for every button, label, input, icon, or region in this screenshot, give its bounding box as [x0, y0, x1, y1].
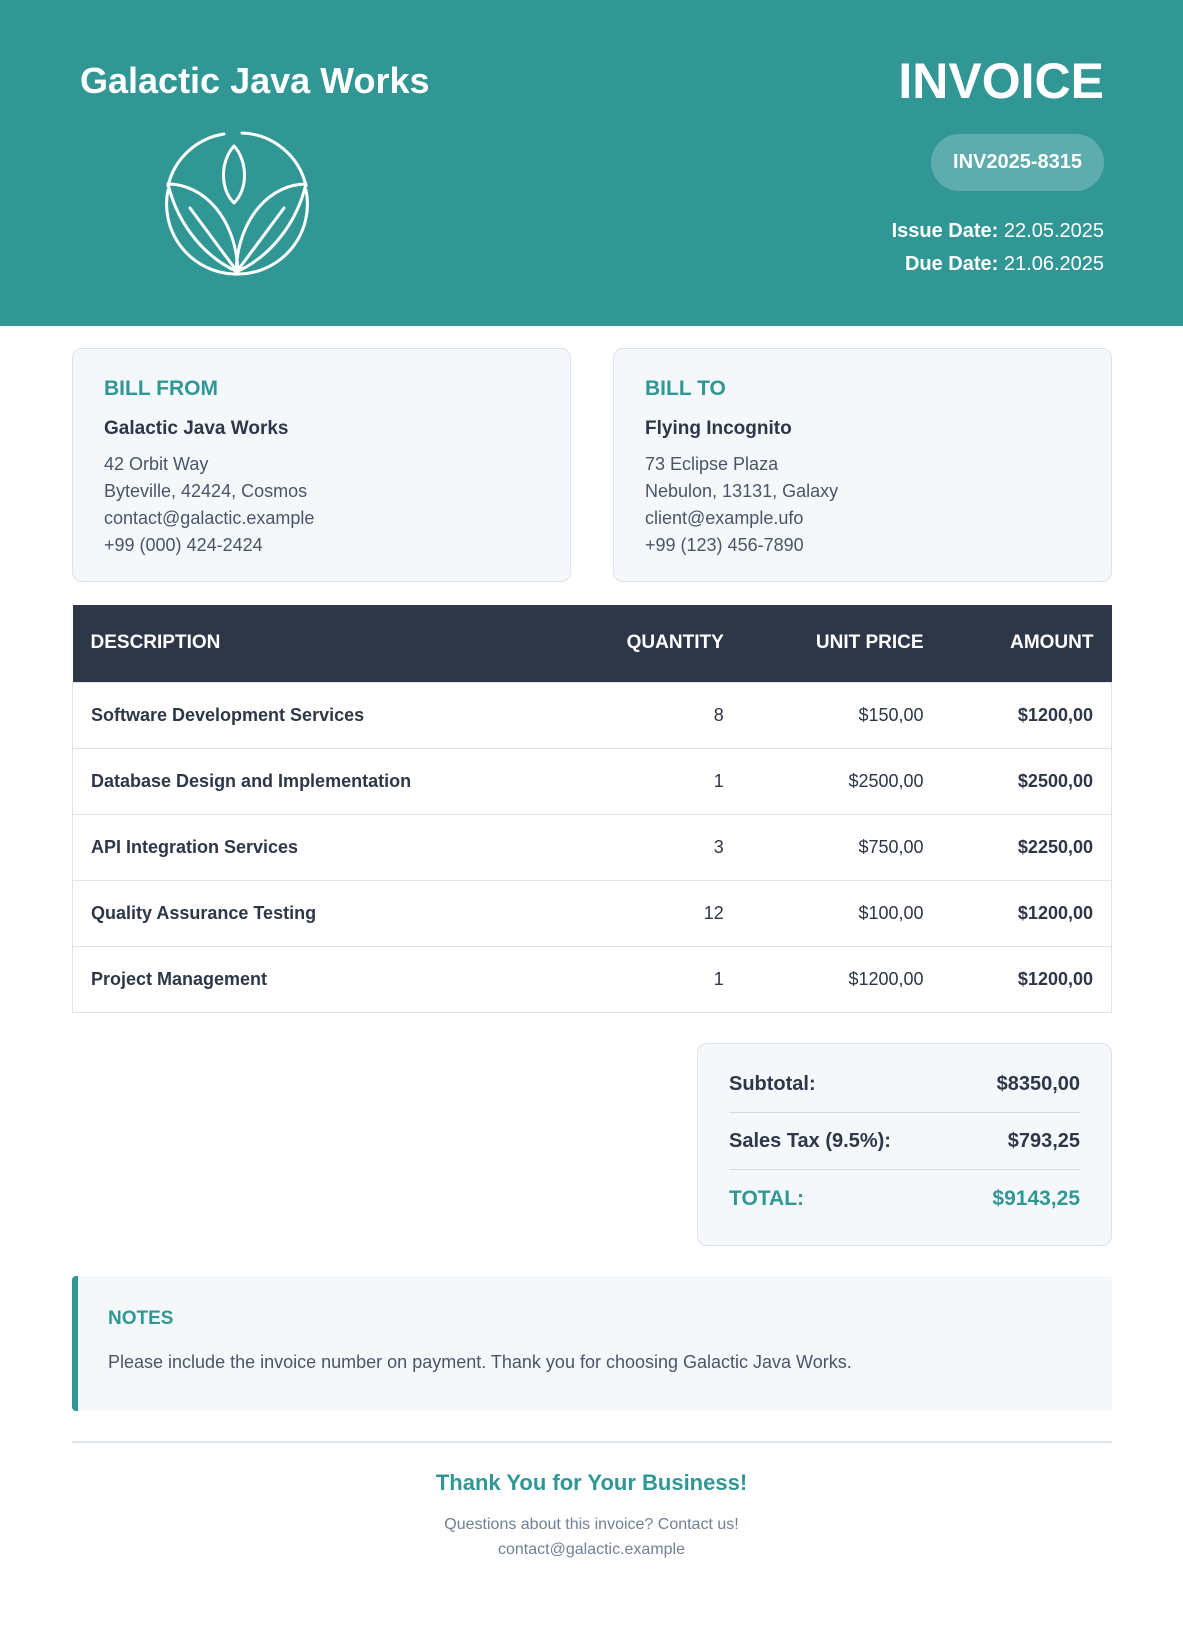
- item-unit-price: $1200,00: [742, 946, 942, 1012]
- item-amount: $2250,00: [942, 814, 1112, 880]
- bill-to-card: [613, 348, 1112, 582]
- bill-to-address2: Nebulon, 13131, Galaxy: [645, 481, 839, 501]
- thank-you-message: Thank You for Your Business!: [435, 1470, 748, 1495]
- bill-to-heading: BILL TO: [645, 377, 726, 400]
- table-row: [73, 880, 1112, 946]
- column-header-amount: AMOUNT: [942, 605, 1112, 682]
- item-quantity: 12: [592, 880, 742, 946]
- leaf-circle-icon: [164, 130, 310, 280]
- issue-date-value: 22.05.2025: [1003, 220, 1104, 242]
- bill-from-address2: Byteville, 42424, Cosmos: [104, 481, 308, 501]
- invoice-title: INVOICE: [898, 53, 1104, 109]
- tax-row: [729, 1113, 1080, 1170]
- total-label: TOTAL:: [729, 1186, 805, 1210]
- footer-divider: [72, 1441, 1112, 1443]
- item-description: Quality Assurance Testing: [73, 880, 592, 946]
- subtotal-row: [729, 1056, 1080, 1113]
- bill-to-phone: +99 (123) 456-7890: [645, 535, 804, 555]
- table-row: [73, 946, 1112, 1012]
- total-row: [729, 1170, 1080, 1227]
- bill-from-email: contact@galactic.example: [104, 508, 315, 528]
- table-header-row: [73, 605, 1112, 682]
- notes-heading: NOTES: [108, 1308, 174, 1329]
- invoice-number-badge: INV2025-8315: [931, 134, 1104, 191]
- item-amount: $1200,00: [942, 682, 1112, 748]
- item-unit-price: $2500,00: [742, 748, 942, 814]
- bill-from-phone: +99 (000) 424-2424: [104, 535, 263, 555]
- bill-to-address1: 73 Eclipse Plaza: [645, 454, 779, 474]
- footer-contact-email: contact@galactic.example: [498, 1541, 685, 1558]
- tax-value: $793,25: [1007, 1129, 1080, 1152]
- item-amount: $2500,00: [942, 748, 1112, 814]
- issue-date-label: Issue Date:: [891, 220, 999, 242]
- item-amount: $1200,00: [942, 880, 1112, 946]
- item-description: Project Management: [73, 946, 592, 1012]
- bill-from-name: Galactic Java Works: [104, 418, 289, 439]
- table-row: [73, 682, 1112, 748]
- bill-to-email: client@example.ufo: [645, 508, 804, 528]
- subtotal-value: $8350,00: [996, 1072, 1080, 1095]
- item-unit-price: $150,00: [742, 682, 942, 748]
- line-items-table: [72, 605, 1112, 1013]
- issue-date: [892, 220, 1104, 243]
- bill-from-address1: 42 Orbit Way: [104, 454, 209, 474]
- item-description: Software Development Services: [73, 682, 592, 748]
- subtotal-label: Subtotal:: [729, 1072, 816, 1095]
- item-unit-price: $100,00: [742, 880, 942, 946]
- item-description: API Integration Services: [73, 814, 592, 880]
- table-row: [73, 814, 1112, 880]
- total-value: $9143,25: [992, 1186, 1080, 1210]
- column-header-description: DESCRIPTION: [73, 605, 592, 682]
- due-date: [905, 253, 1104, 276]
- item-amount: $1200,00: [942, 946, 1112, 1012]
- item-quantity: 3: [592, 814, 742, 880]
- column-header-unit-price: UNIT PRICE: [742, 605, 942, 682]
- company-name: Galactic Java Works: [80, 60, 430, 101]
- bill-from-card: [72, 348, 571, 582]
- item-quantity: 1: [592, 748, 742, 814]
- notes-panel: [72, 1276, 1112, 1411]
- bill-to-name: Flying Incognito: [645, 418, 792, 439]
- item-unit-price: $750,00: [742, 814, 942, 880]
- tax-label: Sales Tax (9.5%):: [729, 1129, 891, 1152]
- footer-contact-prompt: Questions about this invoice? Contact us!: [444, 1516, 739, 1533]
- totals-card: [697, 1043, 1112, 1246]
- column-header-quantity: QUANTITY: [592, 605, 742, 682]
- invoice-header: [0, 0, 1183, 326]
- item-quantity: 1: [592, 946, 742, 1012]
- due-date-label: Due Date:: [904, 253, 999, 275]
- bill-from-heading: BILL FROM: [104, 377, 218, 400]
- item-description: Database Design and Implementation: [73, 748, 592, 814]
- item-quantity: 8: [592, 682, 742, 748]
- due-date-value: 21.06.2025: [1003, 253, 1104, 275]
- notes-text: Please include the invoice number on payment. Thank you for choosing Galactic Java Works.: [108, 1352, 852, 1372]
- table-row: [73, 748, 1112, 814]
